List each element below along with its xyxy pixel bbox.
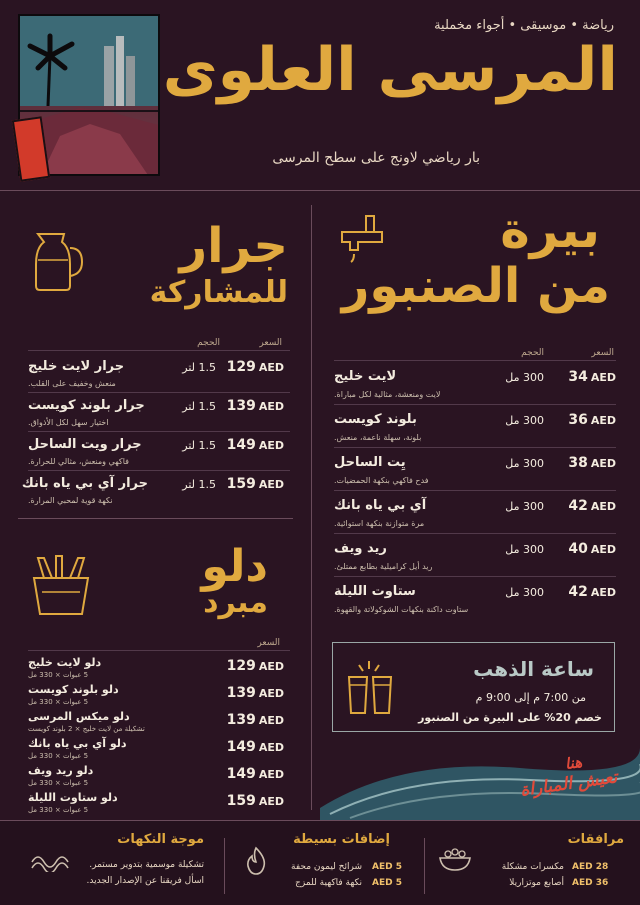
beer-desc: فدح فاكهي بنكهة الحمضيات.: [334, 476, 429, 485]
footer-col1-line1: تشكيلة موسمية بتدوير مستمر.: [89, 860, 204, 870]
bucket-price: 139 AED: [226, 712, 284, 728]
footer-col2-item: نكهة فاكهية للمزج: [295, 878, 362, 888]
footer-top-divider: [0, 820, 640, 821]
bucket-price: 129 AED: [226, 658, 284, 674]
bucket-desc: 5 عبوات × 330 مل: [28, 698, 89, 706]
footer-col3-title: مرافقات: [567, 832, 624, 847]
footer-col2-price: 5 AED: [372, 878, 402, 888]
jars-header-sep: [28, 350, 290, 351]
jar-size: 1.5 لتر: [182, 361, 216, 374]
jar-size: 1.5 لتر: [182, 400, 216, 413]
bucket-name: دلو ستاوت الليلة: [28, 791, 118, 804]
beer-row: [334, 453, 616, 493]
beer-name: ستاوت الليلة: [334, 584, 416, 599]
jar-price: 149 AED: [226, 437, 284, 453]
footer-col2-item: شرائح ليمون محفة: [291, 862, 362, 872]
snack-bowl-icon: [438, 844, 472, 878]
buckets-title-line1: دلو: [201, 541, 268, 592]
beer-size: 300 مل: [505, 543, 544, 556]
buckets-header-sep: [28, 650, 290, 651]
row-sep: [334, 576, 616, 577]
jar-name: جرار بلوند كويست: [28, 398, 145, 413]
jar-row: [28, 435, 290, 475]
footer-col3-price: 36 AED: [572, 878, 609, 888]
beer-name: ريد ويف: [334, 541, 387, 556]
jar-size: 1.5 لتر: [182, 478, 216, 491]
venue-subtitle: بار رياضي لاونج على سطح المرسى: [272, 150, 480, 166]
bucket-name: دلو ميكس المرسى: [28, 710, 130, 723]
footer-col2-title: إضافات بسيطة: [293, 832, 390, 847]
footer-col1-line2: اسأل فريقنا عن الإصدار الجديد.: [86, 876, 204, 886]
jar-name: جرار ويت الساحل: [28, 437, 142, 452]
bucket-desc: 5 عبوات × 330 مل: [28, 671, 89, 679]
header-divider: [0, 190, 640, 191]
footer-col3-price: 28 AED: [572, 862, 609, 872]
buckets-col-price: السعر: [257, 638, 280, 648]
beer-size: 300 مل: [505, 371, 544, 384]
jar-name: جرار لايت خليج: [28, 359, 125, 374]
bucket-desc: 5 عبوات × 330 مل: [28, 779, 89, 787]
happy-hour-offer: خصم 20% على البيرة من الصنبور: [418, 711, 602, 724]
bucket-desc: 5 عبوات × 330 مل: [28, 806, 89, 814]
bucket-row: [28, 683, 290, 709]
row-sep: [334, 404, 616, 405]
beer-name: لايت خليج: [334, 369, 397, 384]
beer-glasses-icon: [343, 657, 403, 723]
beer-price: 42 AED: [568, 584, 616, 600]
bucket-name: دلو بلوند كويست: [28, 683, 119, 696]
beer-size: 300 مل: [505, 414, 544, 427]
match-banner: [320, 738, 640, 820]
beer-col-price: السعر: [591, 348, 614, 358]
venue-title: المرسى العلوى: [162, 35, 618, 105]
jars-col-price: السعر: [259, 338, 282, 348]
bucket-price: 149 AED: [226, 739, 284, 755]
jar-price: 129 AED: [226, 359, 284, 375]
beer-row: [334, 410, 616, 450]
beer-name: بلوند كويست: [334, 412, 417, 427]
beer-desc: بلونة، سهلة ناعمة، منعش.: [334, 433, 422, 442]
beer-header-sep: [334, 360, 616, 361]
buckets-title-line2: مبرد: [203, 585, 268, 620]
beer-desc: مرة متوازنة بنكهة استوائية.: [334, 519, 425, 528]
beer-price: 42 AED: [568, 498, 616, 514]
bucket-row: [28, 764, 290, 790]
footer-col3-item: أصابع موتزاريلا: [509, 878, 564, 888]
jar-row: [28, 357, 290, 397]
bucket-row: [28, 710, 290, 736]
bucket-desc: 5 عبوات × 330 مل: [28, 752, 89, 760]
beer-price: 34 AED: [568, 369, 616, 385]
bucket-icon: [30, 552, 92, 622]
jar-name: جرار آي بي ياه بانك: [21, 476, 148, 491]
happy-hour-title: ساعة الذهب: [473, 657, 594, 681]
pitcher-icon: [30, 230, 84, 298]
beer-row: [334, 539, 616, 579]
footer-col2-price: 5 AED: [372, 862, 402, 872]
beer-row: [334, 582, 616, 622]
beer-desc: لايت ومنعشة، مثالية لكل مباراة.: [334, 390, 441, 399]
flame-icon: [244, 846, 268, 880]
jar-row: [21, 474, 290, 514]
tap-icon: [338, 212, 388, 268]
bucket-name: دلو آي بي ياه بانك: [28, 737, 127, 750]
row-sep: [334, 447, 616, 448]
bucket-desc: تشكيلة من لايت خليج × 2 بلوند كويست: [28, 725, 145, 733]
bucket-row: [28, 656, 290, 682]
footer: [0, 820, 640, 905]
row-sep: [28, 431, 290, 432]
beer-price: 36 AED: [568, 412, 616, 428]
beer-size: 300 مل: [505, 500, 544, 513]
row-sep: [334, 490, 616, 491]
jar-row: [28, 396, 290, 436]
footer-col3-item: مكسرات مشكلة: [501, 862, 564, 872]
beer-row: [334, 496, 616, 536]
beer-price: 40 AED: [568, 541, 616, 557]
happy-hour-box: [332, 642, 615, 732]
row-sep: [334, 533, 616, 534]
jar-desc: منعش وخفيف على القلب.: [28, 379, 116, 388]
jar-size: 1.5 لتر: [182, 439, 216, 452]
jar-price: 139 AED: [226, 398, 284, 414]
row-sep: [28, 392, 290, 393]
beer-col-size: الحجم: [521, 348, 544, 358]
bucket-row: [28, 737, 290, 763]
beer-price: 38 AED: [568, 455, 616, 471]
footer-col1-title: موجة النكهات: [117, 832, 204, 847]
footer-divider: [224, 838, 225, 894]
tagline: رياضة • موسيقى • أجواء مخملية: [434, 18, 614, 33]
wave-icon: [30, 848, 70, 876]
jar-desc: فاكهي ومنعش، مثالي للحرارة.: [28, 457, 129, 466]
jars-title-line1: جرار: [179, 218, 288, 274]
bucket-price: 149 AED: [226, 766, 284, 782]
happy-hour-time: من 7:00 م إلى 9:00 م: [475, 691, 586, 704]
beer-row: [334, 367, 616, 407]
bucket-row: [28, 791, 290, 817]
jars-title-line2: للمشاركة: [149, 275, 288, 310]
jar-desc: اختيار سهل لكل الأذواق.: [28, 418, 109, 427]
bucket-name: دلو لايت خليج: [28, 656, 102, 669]
beer-title-line2: من الصنبور: [341, 258, 610, 314]
beer-size: 300 مل: [505, 586, 544, 599]
jar-desc: نكهة قوية لمحبي المرارة.: [28, 496, 113, 505]
jars-col-size: الحجم: [197, 338, 220, 348]
bucket-price: 139 AED: [226, 685, 284, 701]
footer-divider: [424, 838, 425, 894]
beer-size: 300 مل: [505, 457, 544, 470]
bucket-price: 159 AED: [226, 793, 284, 809]
beer-title-line1: بيرة: [500, 201, 600, 259]
beer-name: آي بي ياه بانك: [334, 498, 427, 513]
beer-desc: ستاوت داكنة بنكهات الشوكولاتة والقهوة.: [334, 605, 469, 614]
match-line1: هنا: [563, 752, 584, 774]
match-line2: تعيش المباراة: [519, 767, 619, 801]
bucket-name: دلو ريد ويف: [28, 764, 94, 777]
jar-price: 159 AED: [226, 476, 284, 492]
left-section-divider: [18, 518, 293, 519]
beer-desc: ريد أيل كراميلية بطابع ممتلئ.: [334, 562, 433, 571]
row-sep: [28, 470, 290, 471]
column-divider: [311, 205, 312, 810]
beer-name: يِت الساحل: [334, 455, 406, 470]
